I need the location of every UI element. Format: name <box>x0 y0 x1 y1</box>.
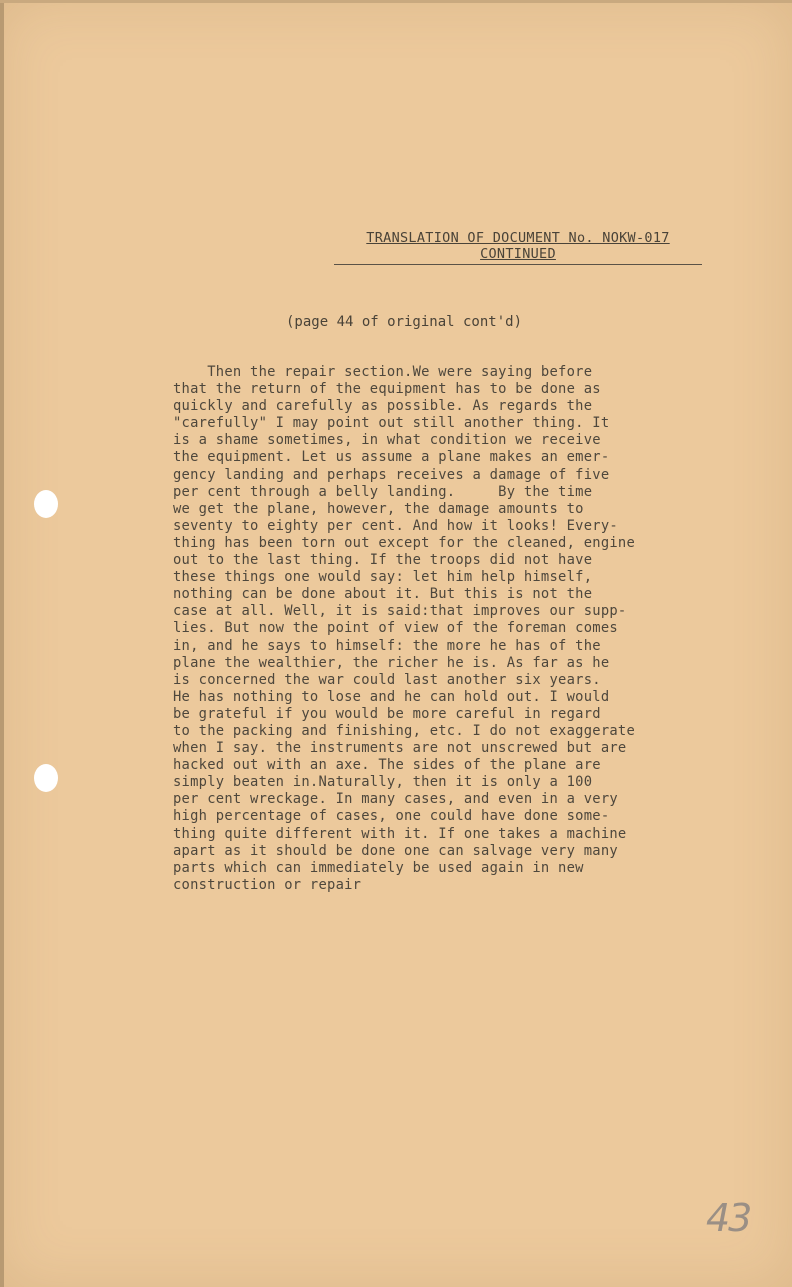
body-line: is concerned the war could last another six years. <box>173 671 601 688</box>
body-line: in, and he says to himself: the more he has of the <box>173 637 601 654</box>
body-line: simply beaten in.Naturally, then it is only a 100 <box>173 774 593 791</box>
body-line: quickly and carefully as possible. As regards the <box>173 398 593 415</box>
body-line: construction or repair <box>173 876 362 893</box>
body-line: the equipment. Let us assume a plane makes an emer- <box>173 449 610 466</box>
body-line: nothing can be done about it. But this is not the <box>173 586 593 603</box>
punch-hole-icon <box>34 490 58 518</box>
body-line: is a shame sometimes, in what condition we receive <box>173 432 601 449</box>
body-line: to the packing and finishing, etc. I do not exaggerate <box>173 722 636 739</box>
header-divider <box>334 264 702 265</box>
header-continued: CONTINUED <box>480 246 556 262</box>
body-line: plane the wealthier, the richer he is. As far as he <box>173 654 610 671</box>
page-edge <box>0 0 4 1287</box>
body-line: He has nothing to lose and he can hold out. I would <box>173 688 610 705</box>
body-line: high percentage of cases, one could have done some- <box>173 808 610 825</box>
body-line: apart as it should be done one can salvage very many <box>173 842 618 859</box>
body-line: thing has been torn out except for the cleaned, engine <box>173 534 636 551</box>
body-line: hacked out with an axe. The sides of the plane are <box>173 757 601 774</box>
body-line: when I say. the instruments are not unscrewed but are <box>173 740 627 757</box>
body-line: that the return of the equipment has to be done as <box>173 381 601 398</box>
body-line: gency landing and perhaps receives a damage of five <box>173 466 610 483</box>
body-line: out to the last thing. If the troops did not have <box>173 552 593 569</box>
body-line: parts which can immediately be used again in new <box>173 859 584 876</box>
body-line: be grateful if you would be more careful in regard <box>173 705 601 722</box>
header-title: TRANSLATION OF DOCUMENT No. NOKW-017 <box>366 230 670 246</box>
body-line: case at all. Well, it is said:that improves our supp- <box>173 603 627 620</box>
document-header <box>334 230 702 262</box>
body-line: per cent wreckage. In many cases, and even in a very <box>173 791 618 808</box>
page-reference: (page 44 of original cont'd) <box>286 314 523 330</box>
body-line: thing quite different with it. If one takes a machine <box>173 825 627 842</box>
body-line: we get the plane, however, the damage amounts to <box>173 500 584 517</box>
body-line: Then the repair section.We were saying before <box>173 364 593 380</box>
body-text <box>173 364 733 894</box>
body-line: per cent through a belly landing. By the time <box>173 483 593 500</box>
page-edge-top <box>0 0 792 3</box>
handwritten-page-number: 43 <box>706 1196 751 1240</box>
punch-hole-icon <box>34 764 58 792</box>
body-line: these things one would say: let him help himself, <box>173 569 593 586</box>
body-line: "carefully" I may point out still another thing. It <box>173 415 610 432</box>
body-line: lies. But now the point of view of the foreman comes <box>173 620 618 637</box>
body-line: seventy to eighty per cent. And how it looks! Every- <box>173 517 618 534</box>
